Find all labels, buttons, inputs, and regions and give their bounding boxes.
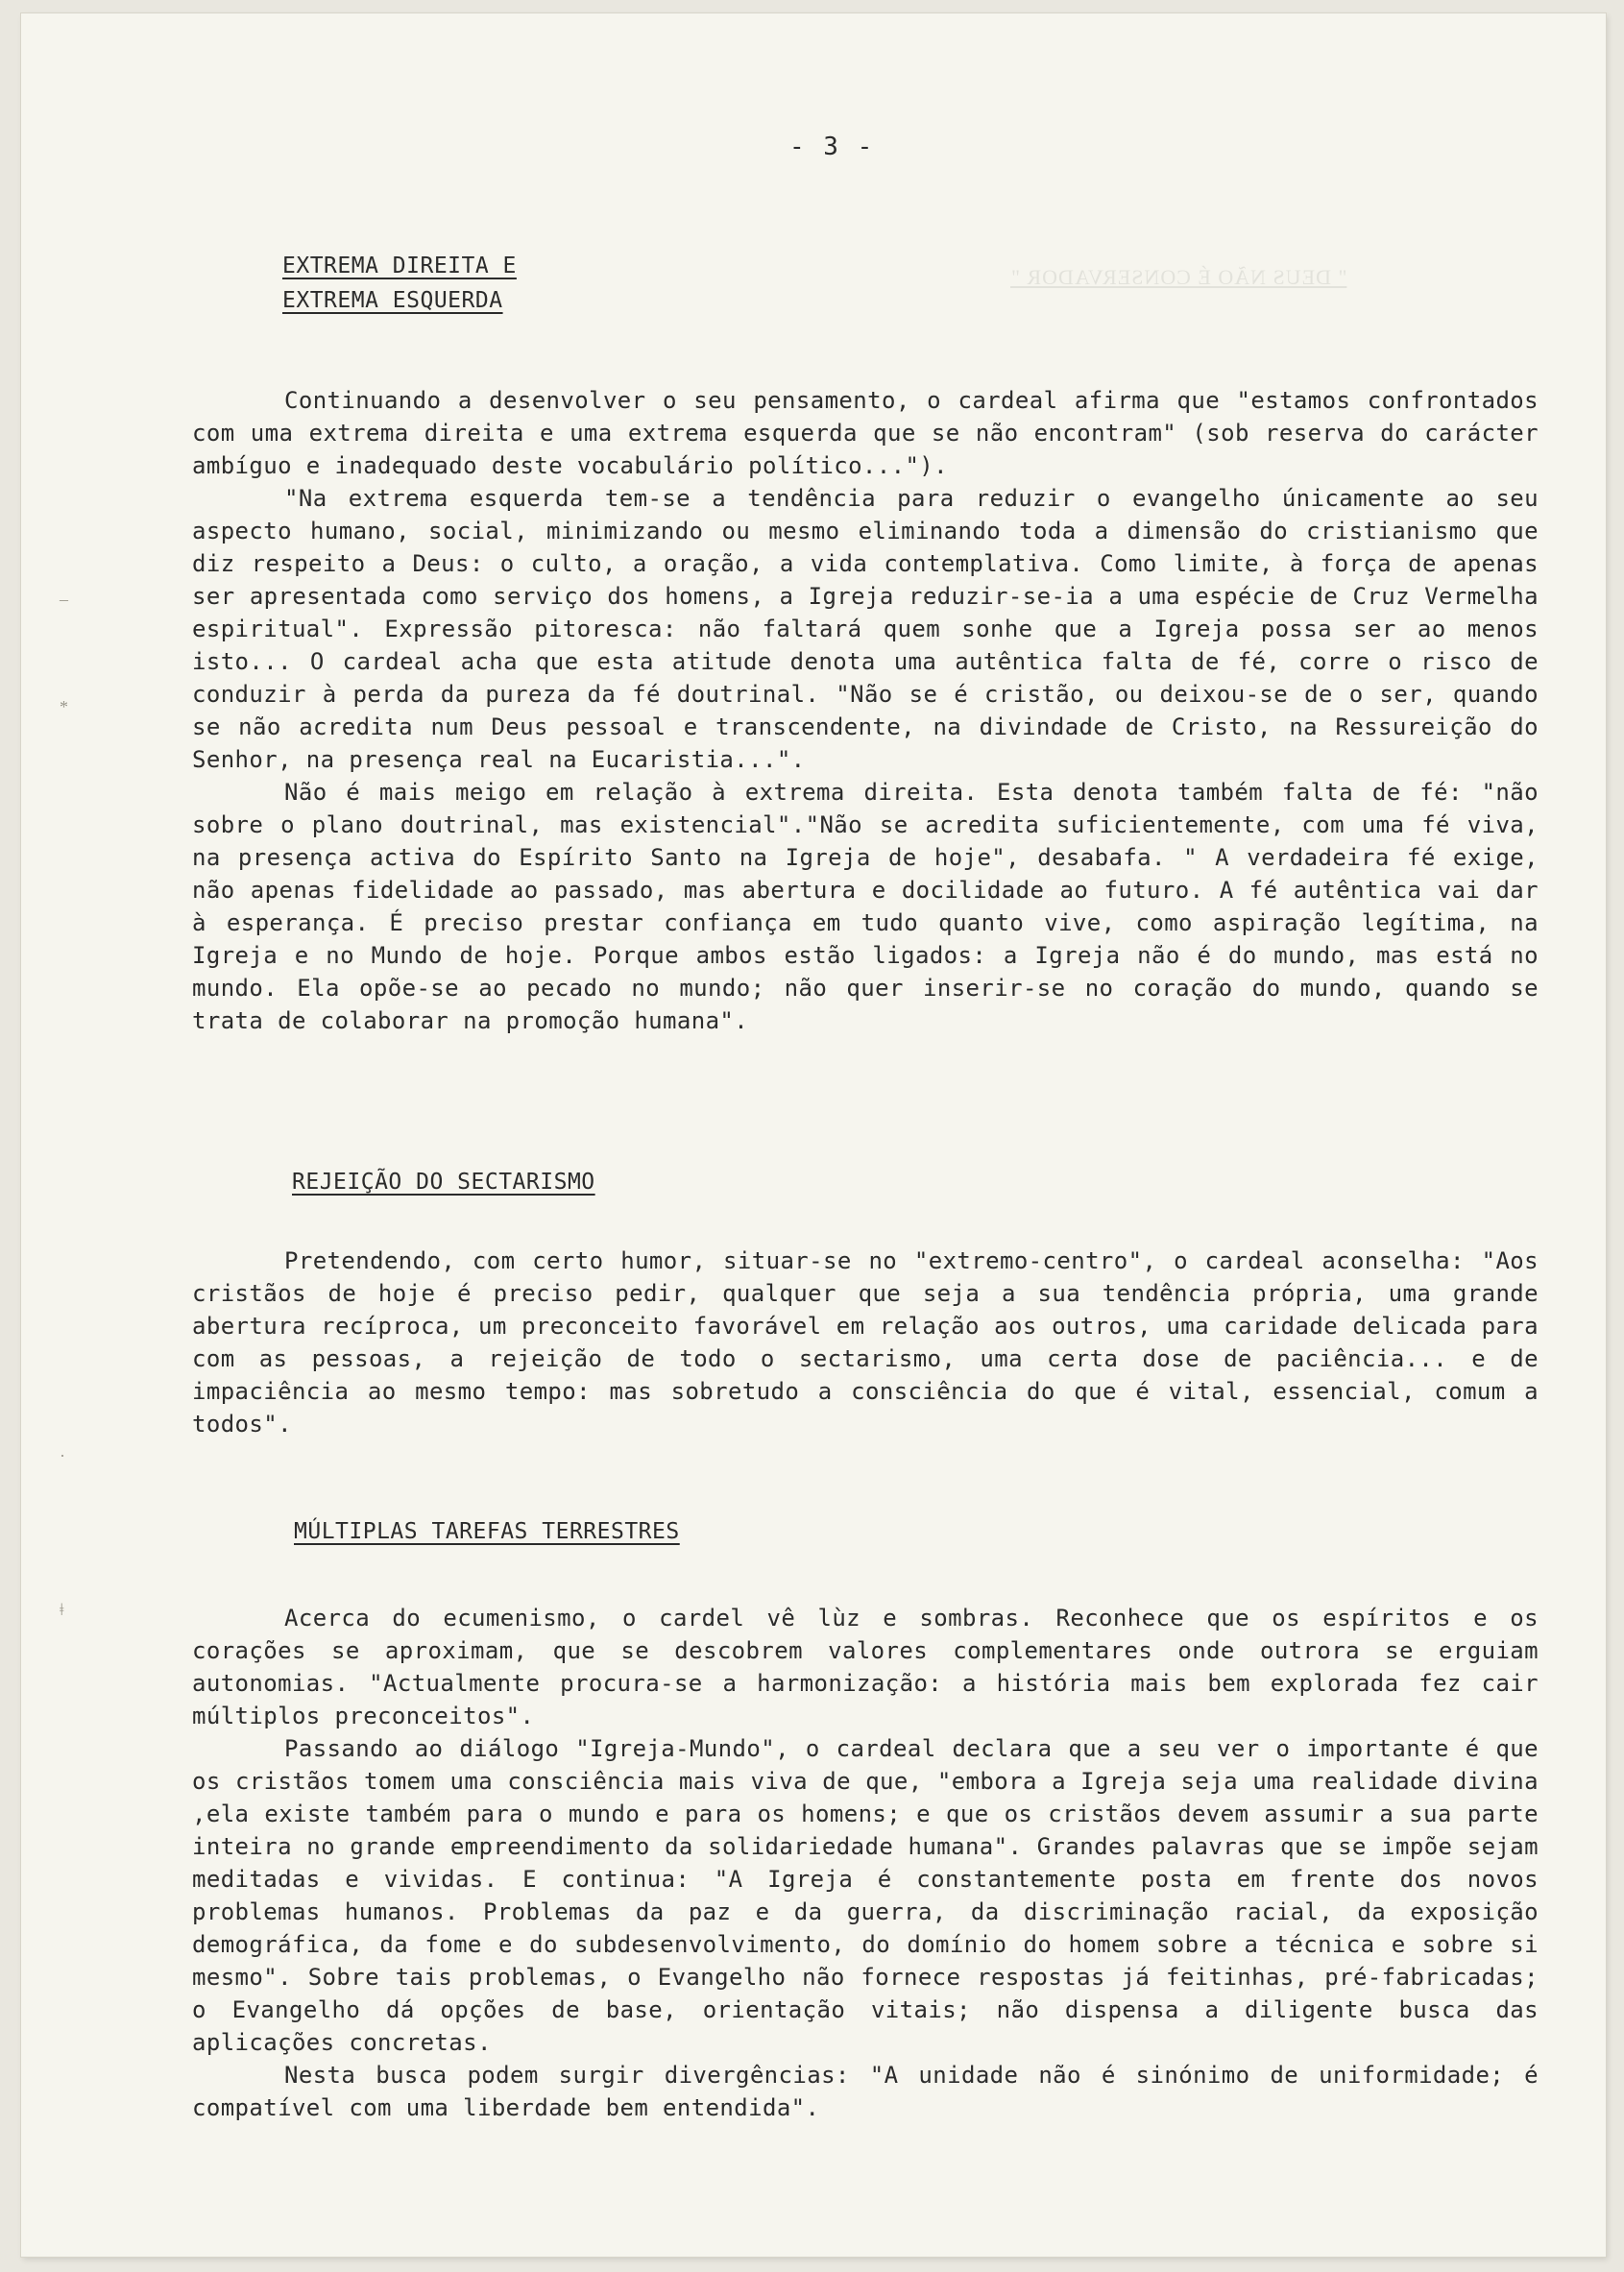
bleed-through-heading: " DEUS NÃO É CONSERVADOR " — [1010, 265, 1347, 289]
margin-mark: – — [60, 590, 68, 609]
typewritten-document — [21, 13, 1606, 2257]
paragraph: Nesta busca podem surgir divergências: "A unidade não é sinónimo de uniformidade; é compatível com uma liberdade bem entendida". — [192, 2062, 1539, 2121]
section-body-tarefas — [192, 1602, 1539, 2124]
paragraph: Continuando a desenvolver o seu pensamento, o cardeal afirma que "estamos confrontados com uma extrema direita e uma extrema esquerda que se não encontram" (sob reserva do carácter ambíguo e inadequado deste vocabulário político..."). — [192, 387, 1539, 479]
page-number: - 3 - — [789, 133, 875, 161]
heading-line: EXTREMA DIREITA E — [282, 254, 517, 278]
heading-line: REJEIÇÃO DO SECTARISMO — [292, 1170, 595, 1195]
document-page — [21, 13, 1606, 2257]
margin-mark: * — [60, 697, 68, 716]
margin-mark: · — [60, 1446, 65, 1465]
section-heading-sectarismo — [292, 1170, 595, 1195]
paragraph: "Na extrema esquerda tem-se a tendência para reduzir o evangelho únicamente ao seu aspecto humano, social, minimizando ou mesmo eliminando toda a dimensão do cristianismo que diz respeito a Deus: o culto, a oração, a vida contemplativa. Como limite, à força de apenas ser apresentada como serviço dos homens, a Igreja reduzir-se-ia a uma espécie de Cruz Vermelha espiritual". Expressão pitoresca: não faltará quem sonhe que a Igreja possa ser ao menos isto... O cardeal acha que esta atitude denota uma autêntica falta de fé, corre o risco de conduzir à perda da pureza da fé doutrinal. "Não se é cristão, ou deixou-se de o ser, quando se não acredita num Deus pessoal e transcendente, na divindade de Cristo, na Ressureição do Senhor, na presença real na Eucaristia...". — [192, 485, 1539, 773]
section-body-sectarismo — [192, 1245, 1539, 1440]
heading-line: EXTREMA ESQUERDA — [282, 288, 503, 313]
paragraph: Não é mais meigo em relação à extrema direita. Esta denota também falta de fé: "não sobre o plano doutrinal, mas existencial"."Não se acredita suficientemente, com uma fé viva, na presença activa do Espírito Santo na Igreja de hoje", desabafa. " A verdadeira fé exige, não apenas fidelidade ao passado, mas abertura e docilidade ao futuro. A fé autêntica vai dar à esperança. É preciso prestar confiança em tudo quanto vive, como aspiração legítima, na Igreja e no Mundo de hoje. Porque ambos estão ligados: a Igreja não é do mundo, mas está no mundo. Ela opõe-se ao pecado no mundo; não quer inserir-se no coração do mundo, quando se trata de colaborar na promoção humana". — [192, 779, 1539, 1034]
paragraph: Passando ao diálogo "Igreja-Mundo", o cardeal declara que a seu ver o importante é que os cristãos tomem uma consciência mais viva de que, "embora a Igreja seja uma realidade divina ,ela existe também para o mundo e para os homens; e que os cristãos devem assumir a sua parte inteira no grande empreendimento da solidariedade humana". Grandes palavras que se impõe sejam meditadas e vividas. E continua: "A Igreja é constantemente posta em frente dos novos problemas humanos. Problemas da paz e da guerra, da discriminação racial, da exposição demográfica, da fome e do subdesenvolvimento, do domínio do homem sobre a técnica e sobre si mesmo". Sobre tais problemas, o Evangelho não fornece respostas já feitinhas, pré-fabricadas; o Evangelho dá opções de base, orientação vitais; não dispensa a diligente busca das aplicações concretas. — [192, 1735, 1539, 2056]
paragraph: Pretendendo, com certo humor, situar-se no "extremo-centro", o cardeal aconselha: "Aos cristãos de hoje é preciso pedir, qualquer que seja a sua tendência própria, uma grande abertura recíproca, um preconceito favorável em relação aos outros, uma caridade delicada para com as pessoas, a rejeição de todo o sectarismo, uma certa dose de paciência... e de impaciência ao mesmo tempo: mas sobretudo a consciência do que é vital, essencial, comum a todos". — [192, 1247, 1539, 1438]
section-heading-tarefas — [294, 1519, 680, 1544]
heading-line: MÚLTIPLAS TAREFAS TERRESTRES — [294, 1519, 680, 1544]
section-body-extrema — [192, 384, 1539, 1037]
margin-mark: ǂ — [60, 1600, 64, 1619]
paragraph: Acerca do ecumenismo, o cardel vê lùz e sombras. Reconhece que os espíritos e os corações se aproximam, que se descobrem valores complementares onde outrora se erguiam autonomias. "Actualmente procura-se a harmonização: a história mais bem explorada fez cair múltiplos preconceitos". — [192, 1605, 1539, 1729]
section-heading-extrema — [282, 254, 517, 313]
